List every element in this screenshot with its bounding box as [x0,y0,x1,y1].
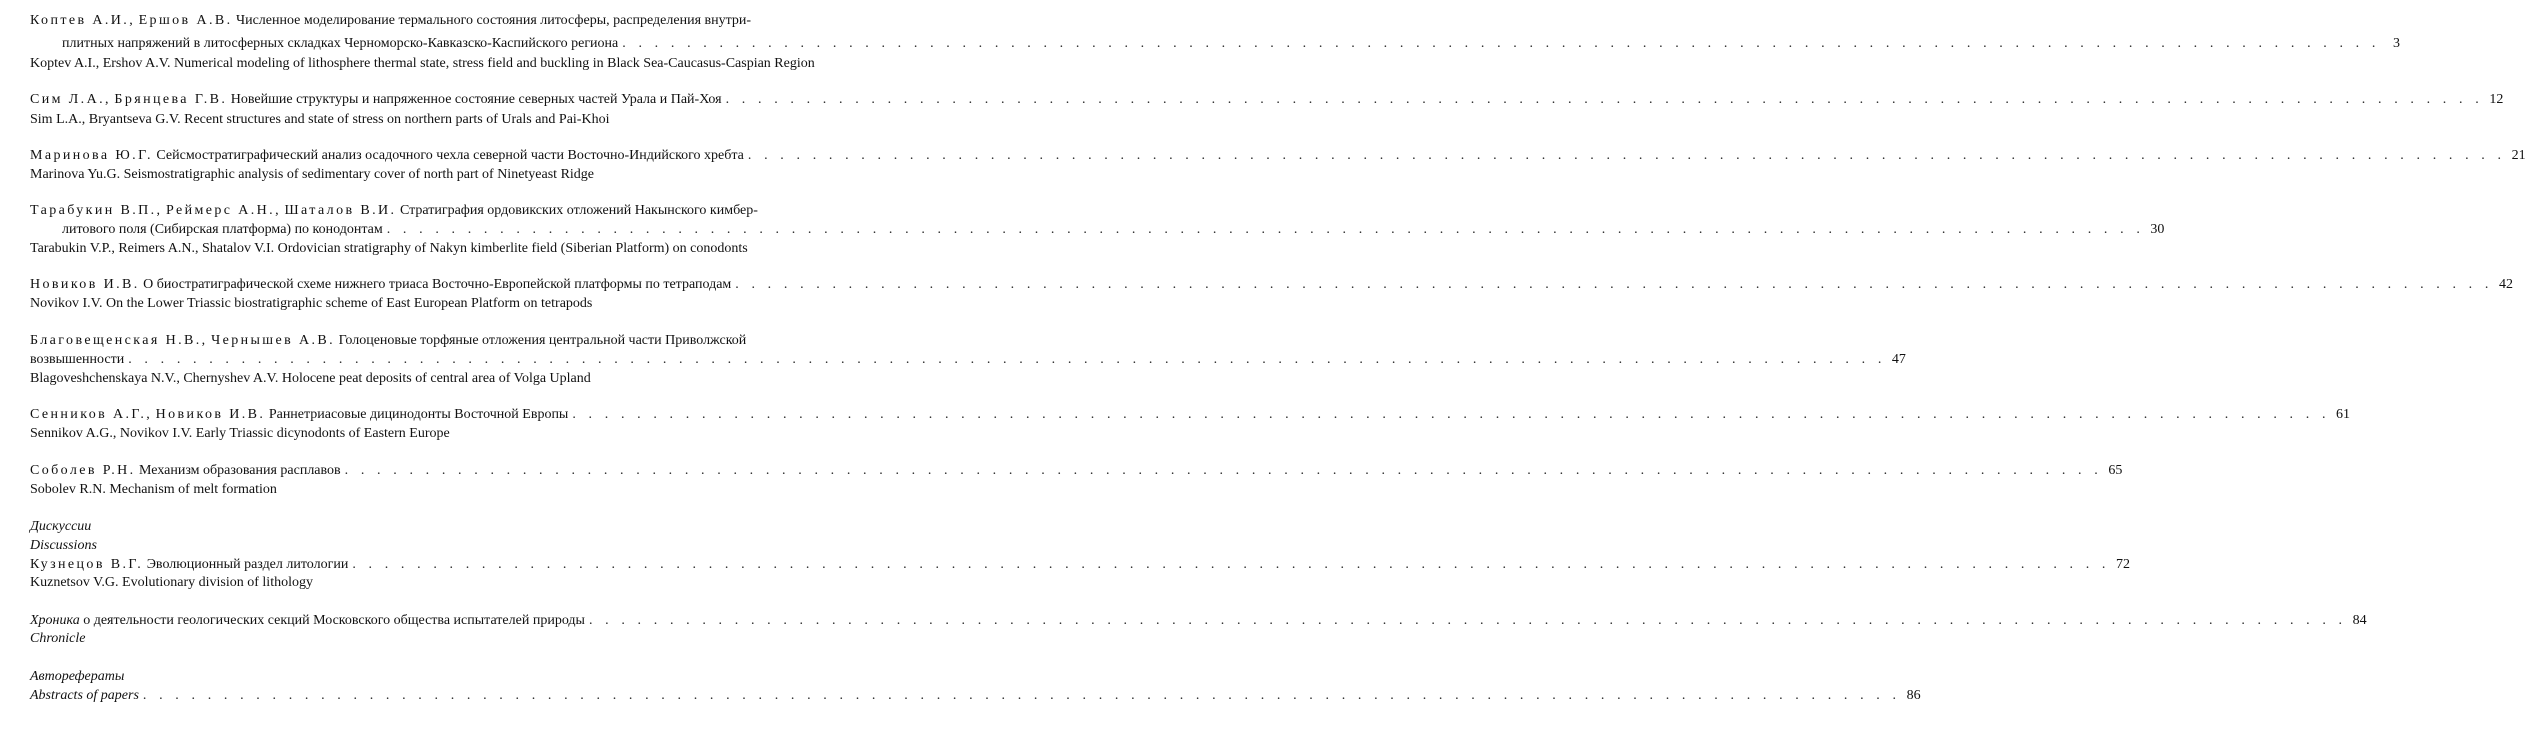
toc-entry-ru-line [30,91,2504,109]
author-name: Сенников А.Г., [30,407,153,422]
author-name: Кузнецов В.Г. [30,557,144,572]
page-number: 84 [2352,613,2367,628]
page-number: 61 [2336,407,2351,422]
toc-entry-en-line: Sennikov A.G., Novikov I.V. Early Triassic dicynodonts of Eastern Europe [30,426,450,441]
article-title: Новейшие структуры и напряженное состояние северных частей Урала и Пай-Хоя [230,92,722,107]
article-title: Голоценовые торфяные отложения центральной части Приволжской [338,333,747,348]
author-name: Ершов А.В. [138,13,233,28]
section-label: Хроника [30,613,80,628]
toc-entry-ru-line [30,276,2513,294]
article-title: Сейсмостратиграфический анализ осадочного чехла северной части Восточно-Индийского хребта [156,148,744,163]
article-title: о деятельности геологических секций Московского общества испытателей природы [83,613,585,628]
page-number: 72 [2116,557,2131,572]
page-number: 65 [2108,463,2123,478]
author-name: Благовещенская Н.В., [30,333,208,348]
page-number: 47 [1891,352,1906,367]
article-title: Механизм образования расплавов [139,463,341,478]
section-heading-ru: Авторефераты [30,669,125,684]
dot-leader: . . . . . . . . . . . . . . . . . . . . . . . . . . . . . . . . . . . . . . . . . . . . . . . . . . . . . . . . . . . . . . . . . . . . . . . . . . . . . . . . . . . . . . . . . . . . . . . . . . . . . . . . . . . . . [352,557,2111,572]
toc-entry-ru-line [30,147,2526,165]
article-title: Стратиграфия ордовикских отложений Накынского кимбер- [399,203,758,218]
author-name: Реймерс А.Н., [165,203,281,218]
author-name: Тарабукин В.П., [30,203,163,218]
author-name: Соболев Р.Н. [30,463,136,478]
section-heading-en: Chronicle [30,631,86,646]
dot-leader: . . . . . . . . . . . . . . . . . . . . . . . . . . . . . . . . . . . . . . . . . . . . . . . . . . . . . . . . . . . . . . . . . . . . . . . . . . . . . . . . . . . . . . . . . . . . . . . . . . . . . . . . . . . . . [588,613,2347,628]
article-title: Эволюционный раздел литологии [146,557,349,572]
toc-entry-en-line: Sobolev R.N. Mechanism of melt formation [30,482,277,497]
section-heading-en: Abstracts of papers [30,688,139,703]
author-name: Брянцева Г.В. [114,92,228,107]
toc-entry-ru-line [30,612,2367,630]
author-name: Чернышев А.В. [211,333,336,348]
dot-leader: . . . . . . . . . . . . . . . . . . . . . . . . . . . . . . . . . . . . . . . . . . . . . . . . . . . . . . . . . . . . . . . . . . . . . . . . . . . . . . . . . . . . . . . . . . . . . . . . . . . . . . . . . . . . . [386,222,2145,237]
author-name: Шаталов В.И. [284,203,397,218]
toc-entry-en-line: Kuznetsov V.G. Evolutionary division of lithology [30,575,313,590]
toc-entry-ru-line [30,332,904,350]
toc-entry-ru-line [62,221,2165,239]
author-name: Новиков И.В. [30,277,140,292]
author-name: Коптев А.И., [30,13,136,28]
toc-entry-ru-line [30,556,2131,574]
dot-leader: . . . . . . . . . . . . . . . . . . . . . . . . . . . . . . . . . . . . . . . . . . . . . . . . . . . . . . . . . . . . . . . . . . . . . . . . . . . . . . . . . . . . . . . . . . . . . . . . . . . . . . . . . . . . . [735,277,2493,292]
dot-leader: . . . . . . . . . . . . . . . . . . . . . . . . . . . . . . . . . . . . . . . . . . . . . . . . . . . . . . . . . . . . . . . . . . . . . . . . . . . . . . . . . . . . . . . . . . . . . . . . . . . . . . . . . . . . . [747,148,2506,163]
toc-entry-ru-line [30,351,1906,369]
toc-entry-en-line: Sim L.A., Bryantseva G.V. Recent structures and state of stress on northern parts of Urals and Pai-Khoi [30,112,610,127]
toc-entry-ru-line [30,406,2351,424]
author-name: Новиков И.В. [155,407,266,422]
page-number: 3 [2392,36,2400,51]
page-number: 30 [2150,222,2165,237]
dot-leader: . . . . . . . . . . . . . . . . . . . . . . . . . . . . . . . . . . . . . . . . . . . . . . . . . . . . . . . . . . . . . . . . . . . . . . . . . . . . . . . . . . . . . . . . . . . . . . . . . . . . . . . . . . . . . [344,463,2103,478]
article-title: Раннетриасовые дицинодонты Восточной Европы [268,407,569,422]
toc-entry-en-line: Marinova Yu.G. Seismostratigraphic analysis of sedimentary cover of north part of Ninetyeast Ridge [30,167,595,182]
article-title: литового поля (Сибирская платформа) по конодонтам [62,222,383,237]
page-number: 12 [2489,92,2504,107]
article-title: Численное моделирование термального состояния литосферы, распределения внутри- [236,13,752,28]
dot-leader: . . . . . . . . . . . . . . . . . . . . . . . . . . . . . . . . . . . . . . . . . . . . . . . . . . . . . . . . . . . . . . . . . . . . . . . . . . . . . . . . . . . . . . . . . . . . . . . . . . . . . . . . . . . . . [128,352,1886,367]
page-number: 42 [2498,277,2513,292]
article-title: возвышенности [30,352,125,367]
toc-entry-en-line [30,687,1921,705]
toc-entry-ru-line [30,202,904,220]
toc-entry-en-line: Novikov I.V. On the Lower Triassic biostratigraphic scheme of East European Platform on tetrapods [30,296,593,311]
dot-leader: . . . . . . . . . . . . . . . . . . . . . . . . . . . . . . . . . . . . . . . . . . . . . . . . . . . . . . . . . . . . . . . . . . . . . . . . . . . . . . . . . . . . . . . . . . . . . . . . . . . . . . . . . . . . . [142,688,1901,703]
section-heading-en: Discussions [30,538,97,553]
toc-entry-ru-line [30,462,2123,480]
page-number: 21 [2511,148,2526,163]
page-number: 86 [1906,688,1921,703]
section-heading-ru: Дискуссии [30,519,92,534]
toc-entry-en-line: Tarabukin V.P., Reimers A.N., Shatalov V.I. Ordovician stratigraphy of Nakyn kimberlite field (Siberian Platform) on conodonts [30,241,748,256]
toc-entry-ru-line [62,35,2400,53]
toc-entry-ru-line [30,12,904,30]
author-name: Сим Л.А., [30,92,111,107]
dot-leader: . . . . . . . . . . . . . . . . . . . . . . . . . . . . . . . . . . . . . . . . . . . . . . . . . . . . . . . . . . . . . . . . . . . . . . . . . . . . . . . . . . . . . . . . . . . . . . . . . . . . . . . . . . . . . [725,92,2484,107]
toc-entry-en-line: Blagoveshchenskaya N.V., Chernyshev A.V. Holocene peat deposits of central area of Volga Upland [30,371,591,386]
article-title: плитных напряжений в литосферных складках Черноморско-Кавказско-Каспийского региона [62,36,619,51]
article-title: О биостратиграфической схеме нижнего триаса Восточно-Европейской платформы по тетраподам [143,277,732,292]
dot-leader: . . . . . . . . . . . . . . . . . . . . . . . . . . . . . . . . . . . . . . . . . . . . . . . . . . . . . . . . . . . . . . . . . . . . . . . . . . . . . . . . . . . . . . . . . . . . . . . . . . . . . . . . . . . . . [572,407,2331,422]
author-name: Маринова Ю.Г. [30,148,153,163]
dot-leader: . . . . . . . . . . . . . . . . . . . . . . . . . . . . . . . . . . . . . . . . . . . . . . . . . . . . . . . . . . . . . . . . . . . . . . . . . . . . . . . . . . . . . . . . . . . . . . . . . . . . . . . . . . . . . [622,36,2380,51]
toc-entry-en-line: Koptev A.I., Ershov A.V. Numerical modeling of lithosphere thermal state, stress field and buckling in Black Sea-Caucasus-Caspian Region [30,56,815,71]
